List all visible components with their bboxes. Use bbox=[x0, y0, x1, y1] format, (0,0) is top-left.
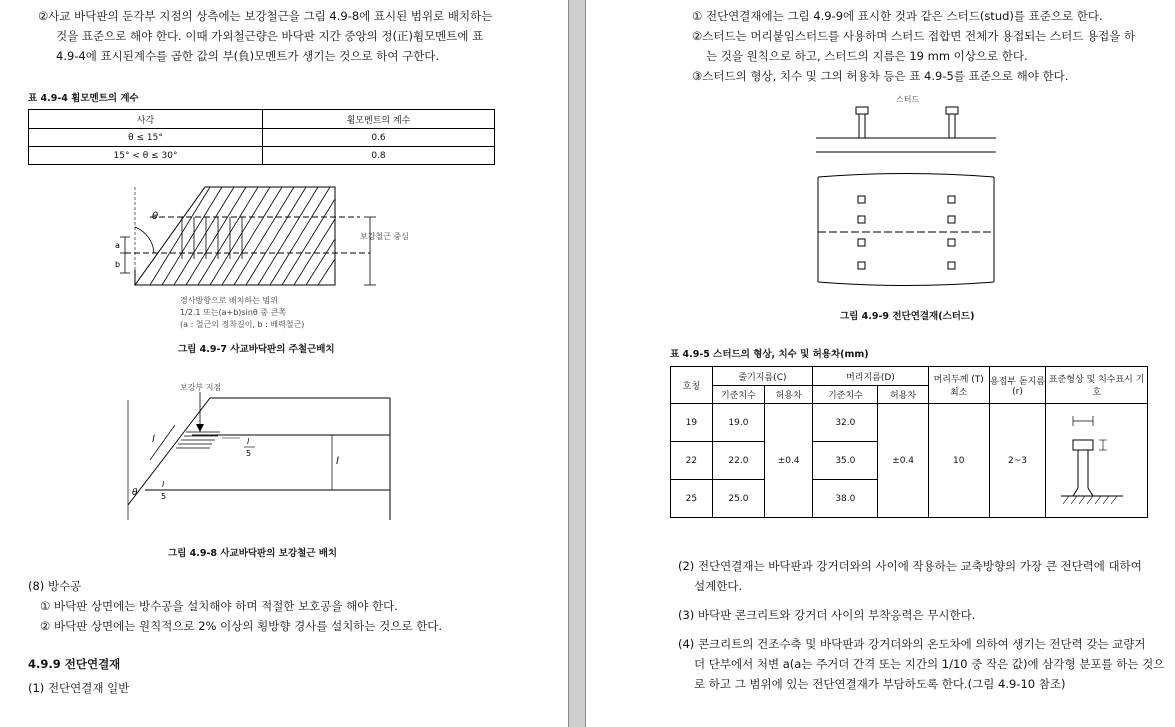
table-cell: 0.6 bbox=[263, 129, 495, 147]
table-header: 머리지름(D) bbox=[813, 367, 929, 386]
fraction-numerator: l bbox=[247, 437, 250, 446]
section-title: (8) 방수공 bbox=[28, 579, 82, 593]
table-header: 용접부 돋지름(r) bbox=[989, 367, 1046, 404]
theta-label: θ bbox=[152, 211, 159, 222]
paragraph-line: ① 전단연결재에는 그림 4.9-9에 표시한 것과 같은 스터드(stud)를 표준으로 한다. bbox=[692, 9, 1103, 23]
fraction-denominator: 5 bbox=[161, 492, 167, 501]
paragraph-line: (3) 바닥판 콘크리트와 강거더 사이의 부착응력은 무시한다. bbox=[678, 608, 976, 622]
table-row bbox=[671, 404, 1148, 442]
table-header: 표준형상 및 치수표시 기호 bbox=[1046, 367, 1148, 404]
table-header: 호칭 bbox=[671, 367, 713, 404]
fraction-denominator: 5 bbox=[246, 449, 252, 458]
figure-4-9-9 bbox=[816, 92, 1006, 307]
table-cell: 25.0 bbox=[712, 480, 764, 518]
table-header: 허용차 bbox=[878, 386, 928, 404]
table-title: 표 4.9-5 스터드의 형상, 치수 및 허용차(mm) bbox=[670, 349, 869, 360]
table-cell: 32.0 bbox=[813, 404, 878, 442]
right-page bbox=[586, 0, 1175, 727]
left-page bbox=[0, 0, 568, 727]
table-cell: ±0.4 bbox=[878, 404, 928, 518]
paragraph-line: ③스터드의 형상, 치수 및 그의 허용차 등은 표 4.9-5를 표준으로 해야 한다. bbox=[692, 69, 1069, 83]
table-header: 머리두께 (T) 최소 bbox=[928, 367, 989, 404]
table-cell: θ ≤ 15° bbox=[29, 129, 263, 147]
figure-caption: 그림 4.9-9 전단연결재(스터드) bbox=[840, 311, 975, 322]
paragraph-line: ② 바닥판 상면에는 원칙적으로 2% 이상의 횡방향 경사를 설치하는 것으로 한다. bbox=[40, 619, 443, 633]
paragraph-line: 설계한다. bbox=[694, 579, 743, 593]
table-header: 기준치수 bbox=[813, 386, 878, 404]
paragraph-line: ②스터드는 머리붙임스터드를 사용하며 스터드 접합면 전체가 용접되는 스터드 용접을 하 bbox=[692, 29, 1136, 43]
subsection-title: (1) 전단연결재 일반 bbox=[28, 681, 130, 695]
page-gutter bbox=[568, 0, 586, 727]
table-cell: 2~3 bbox=[989, 404, 1046, 518]
table-header: 사각 bbox=[29, 110, 263, 129]
figure-caption: 그림 4.9-7 사교바닥판의 주철근배치 bbox=[178, 344, 335, 355]
table-cell: ±0.4 bbox=[765, 404, 813, 518]
figure-note: 경사방향으로 배치하는 범위 bbox=[180, 296, 278, 305]
figure-note: 1/2.1 또는(a+b)sinθ 중 큰쪽 bbox=[180, 308, 287, 317]
table-header: 줄기지름(C) bbox=[712, 367, 813, 386]
dimension-a-label: a bbox=[115, 241, 120, 250]
table-row bbox=[29, 147, 495, 165]
paragraph-line: 4.9-4에 표시된계수를 곱한 값의 부(負)모멘트가 생기는 것으로 하여 구한다. bbox=[56, 49, 440, 63]
dimension-b-label: b bbox=[115, 260, 121, 269]
paragraph-line: 더 단부에서 처변 a(a는 주거더 간격 또는 지간의 1/10 중 작은 값)에 삼각형 분포를 하는 것으 bbox=[694, 657, 1165, 671]
table-cell: 25 bbox=[671, 480, 713, 518]
stud-label: 스터드 bbox=[896, 95, 920, 104]
table-cell: 15° < θ ≤ 30° bbox=[29, 147, 263, 165]
table-cell: 35.0 bbox=[813, 442, 878, 480]
table-header: 기준치수 bbox=[712, 386, 764, 404]
stud-shape-cell bbox=[1046, 404, 1148, 518]
figure-caption: 그림 4.9-8 사교바닥판의 보강철근 배치 bbox=[168, 548, 338, 559]
paragraph-line: 것을 표준으로 해야 한다. 이때 가외철근량은 바닥판 지간 중앙의 정(正)휨모멘트에 표 bbox=[56, 29, 484, 43]
table-cell: 19 bbox=[671, 404, 713, 442]
length-l-label: l bbox=[152, 434, 155, 445]
paragraph-line: 로 하고 그 범위에 있는 전단연결재가 부담하도록 한다.(그림 4.9-10 참조) bbox=[694, 677, 1066, 691]
paragraph-line: ① 바닥판 상면에는 방수공을 설치해야 하며 적절한 보호공을 해야 한다. bbox=[40, 599, 398, 613]
table-cell: 22 bbox=[671, 442, 713, 480]
paragraph-line: (2) 전단연결재는 바닥판과 강거더와의 사이에 작용하는 교축방향의 가장 큰 전단력에 대하여 bbox=[678, 559, 1142, 573]
table-title: 표 4.9-4 휨모멘트의 계수 bbox=[28, 93, 139, 104]
table-header: 휨모멘트의 계수 bbox=[263, 110, 495, 129]
theta-label: θ bbox=[132, 488, 138, 498]
stud-dimension-table bbox=[670, 366, 1148, 518]
figure-note: (a : 철근의 정착길이, b : 배력철근) bbox=[180, 320, 305, 329]
table-header: 허용차 bbox=[765, 386, 813, 404]
table-cell: 0.8 bbox=[263, 147, 495, 165]
fraction-numerator: l bbox=[162, 480, 165, 489]
table-cell: 10 bbox=[928, 404, 989, 518]
table-cell: 19.0 bbox=[712, 404, 764, 442]
paragraph-line: ②사교 바닥판의 둔각부 지점의 상측에는 보강철근을 그림 4.9-8에 표시된 범위로 배치하는 bbox=[38, 9, 493, 23]
figure-4-9-7 bbox=[110, 175, 430, 335]
paragraph-line: 는 것을 원칙으로 하고, 스터드의 지름은 19 mm 이상으로 한다. bbox=[706, 49, 1028, 63]
section-heading: 4.9.9 전단연결재 bbox=[28, 657, 121, 671]
stud-standard-shape bbox=[1051, 404, 1143, 514]
length-l-label: l bbox=[336, 456, 339, 467]
figure-4-9-8 bbox=[110, 380, 400, 530]
moment-coefficient-table bbox=[28, 109, 495, 165]
paragraph-line: (4) 콘크리트의 건조수축 및 바닥판과 강거더와의 온도차에 의하여 생기는 전단력 갖는 교량거 bbox=[678, 637, 1146, 651]
reinforced-support-label: 보강부 지점 bbox=[180, 383, 222, 392]
table-cell: 38.0 bbox=[813, 480, 878, 518]
rebar-center-note: 보강철근 중심 bbox=[360, 232, 409, 241]
table-row bbox=[29, 129, 495, 147]
table-cell: 22.0 bbox=[712, 442, 764, 480]
